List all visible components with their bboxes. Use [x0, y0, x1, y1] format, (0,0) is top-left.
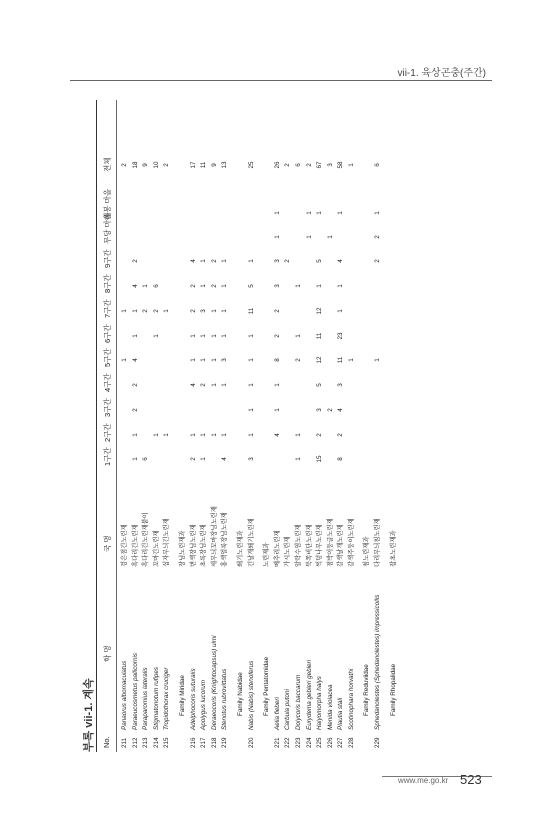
family-row	[236, 100, 247, 752]
cell-no: 227	[337, 737, 345, 748]
cell-scientific-name: Family Rhopalidae	[389, 663, 397, 716]
cell-korean-name: 잡초노린재과	[389, 530, 397, 567]
cell-scientific-name: Dolycoris baccarum	[294, 674, 302, 730]
cell-scientific-name: Sphedanolestes (Sphedanolestes) impressicollis	[374, 594, 382, 730]
column-header: No.	[102, 736, 111, 748]
cell-scientific-name: Family Nabidae	[236, 672, 244, 716]
cell-scientific-name: Stenotus rubrovittatus	[221, 668, 229, 730]
family-row	[262, 100, 273, 752]
cell-no: 229	[374, 737, 382, 748]
cell-count: 1	[247, 408, 255, 412]
cell-count: 1	[337, 284, 345, 288]
cell-count: 1	[163, 433, 171, 437]
running-header: vii-1. 육상곤충(주간)	[397, 68, 486, 79]
cell-count: 3	[337, 383, 345, 387]
cell-no: 226	[326, 737, 334, 748]
cell-count: 2	[273, 334, 281, 338]
cell-count: 2	[294, 358, 302, 362]
cell-count: 6	[142, 457, 150, 461]
cell-count: 2	[121, 163, 128, 167]
cell-count: 2	[210, 259, 218, 263]
cell-korean-name: 메추리노린재	[273, 530, 281, 567]
cell-count: 1	[163, 309, 171, 313]
cell-count: 1	[273, 235, 281, 239]
table-row	[305, 100, 316, 752]
cell-count: 1	[221, 383, 229, 387]
cell-korean-name: 꼬마긴노린재	[152, 530, 160, 567]
cell-count: 1	[316, 211, 324, 215]
cell-count: 18	[131, 161, 139, 169]
cell-count: 3	[221, 358, 229, 362]
table-row	[326, 100, 337, 752]
cell-count: 2	[337, 433, 345, 437]
cell-scientific-name: Aelia fieberi	[273, 697, 281, 730]
column-header: 7구간	[103, 299, 112, 318]
cell-count: 2	[142, 309, 150, 313]
cell-count: 9	[142, 163, 150, 167]
cell-count: 15	[316, 455, 324, 463]
cell-count: 1	[152, 433, 160, 437]
cell-count: 1	[273, 211, 281, 215]
cell-count: 2	[131, 383, 139, 387]
cell-count: 1	[337, 211, 345, 215]
cell-count: 2	[374, 235, 382, 239]
table-body	[120, 100, 399, 752]
column-header: 1구간	[103, 447, 112, 466]
cell-no: 224	[305, 737, 313, 748]
table-header	[97, 100, 116, 752]
cell-scientific-name: Carbula putoni	[284, 689, 292, 730]
cell-count: 3	[326, 163, 334, 167]
cell-korean-name: 점박이둥글노린재	[326, 518, 334, 567]
table-row	[131, 100, 142, 752]
cell-scientific-name: Apolygus lucorum	[200, 679, 208, 730]
cell-count: 1	[121, 358, 128, 362]
cell-count: 1	[347, 358, 355, 362]
cell-no: 221	[273, 737, 281, 748]
cell-count: 4	[131, 284, 139, 288]
footer-url: www.me.go.kr	[398, 776, 449, 785]
cell-korean-name: 갈색날개노린재	[337, 524, 345, 567]
cell-count: 1	[200, 284, 208, 288]
cell-count: 58	[337, 161, 345, 169]
cell-count: 1	[131, 457, 139, 461]
table-row	[210, 100, 221, 752]
table-row	[199, 100, 210, 752]
cell-no: 212	[131, 737, 139, 748]
cell-scientific-name: Plautia stali	[337, 697, 345, 730]
cell-count: 1	[221, 284, 229, 288]
cell-no: 214	[152, 737, 160, 748]
cell-count: 11	[200, 161, 208, 169]
cell-scientific-name: Scotinophara horvathi	[347, 668, 355, 730]
cell-count: 4	[337, 408, 345, 412]
cell-count: 1	[189, 334, 197, 338]
cell-scientific-name: Deraeocoris (Knightocapsus) ulmi	[210, 635, 218, 730]
cell-count: 6	[152, 284, 160, 288]
cell-count: 2	[189, 457, 197, 461]
cell-count: 2	[305, 163, 313, 167]
cell-count: 23	[337, 332, 345, 340]
cell-korean-name: 홍색얼룩장님노린재	[221, 512, 229, 567]
cell-count: 1	[273, 408, 281, 412]
cell-count: 6	[294, 163, 302, 167]
cell-korean-name: 북쪽비단노린재	[305, 524, 313, 567]
table-row	[373, 100, 384, 752]
cell-count: 3	[247, 457, 255, 461]
table-row	[220, 100, 231, 752]
cell-count: 4	[273, 433, 281, 437]
cell-count: 1	[121, 309, 128, 313]
cell-korean-name: 가시노린재	[284, 536, 292, 567]
cell-count: 1	[294, 334, 302, 338]
cell-count: 2	[326, 408, 334, 412]
cell-count: 1	[131, 309, 139, 313]
cell-count: 1	[131, 334, 139, 338]
cell-count: 13	[221, 161, 229, 169]
cell-korean-name: 십자무늬긴노린재	[163, 518, 171, 567]
cell-count: 1	[142, 284, 150, 288]
column-header: 6구간	[103, 324, 112, 343]
cell-korean-name: 검은점긴노린재	[121, 524, 128, 567]
cell-count: 5	[247, 284, 255, 288]
cell-count: 2	[210, 284, 218, 288]
cell-count: 3	[200, 309, 208, 313]
cell-no: 216	[189, 737, 197, 748]
cell-count: 1	[200, 358, 208, 362]
cell-count: 17	[189, 161, 197, 169]
cell-count: 6	[374, 163, 382, 167]
cell-count: 3	[316, 408, 324, 412]
cell-count: 5	[316, 259, 324, 263]
family-row	[178, 100, 189, 752]
family-row	[362, 100, 373, 752]
cell-no: 215	[163, 737, 171, 748]
cell-count: 1	[221, 334, 229, 338]
cell-count: 1	[247, 259, 255, 263]
cell-count: 4	[221, 457, 229, 461]
cell-count: 1	[337, 309, 345, 313]
cell-count: 1	[247, 358, 255, 362]
table-row	[315, 100, 326, 752]
cell-count: 1	[305, 211, 313, 215]
table-row	[283, 100, 294, 752]
cell-count: 1	[247, 433, 255, 437]
cell-no: 223	[294, 737, 302, 748]
table-row	[247, 100, 258, 752]
page-number: 523	[460, 772, 482, 787]
cell-korean-name: 침노린재과	[363, 536, 371, 567]
rotated-table-block	[76, 100, 486, 752]
cell-count: 12	[316, 307, 324, 315]
cell-korean-name: 갈색주둥이노린재	[347, 518, 355, 567]
cell-count: 25	[247, 161, 255, 169]
cell-count: 1	[210, 309, 218, 313]
cell-scientific-name: Family Miridae	[178, 675, 186, 716]
cell-count: 2	[374, 259, 382, 263]
cell-count: 1	[189, 358, 197, 362]
cell-count: 12	[316, 356, 324, 364]
cell-count: 3	[273, 259, 281, 263]
cell-no: 222	[284, 737, 292, 748]
cell-count: 4	[189, 383, 197, 387]
cell-count: 2	[273, 309, 281, 313]
cell-scientific-name: Tropidothorax cruciger	[163, 667, 171, 730]
cell-count: 1	[200, 433, 208, 437]
cell-count: 1	[347, 163, 355, 167]
cell-korean-name: 장님노린재과	[178, 530, 186, 567]
table-row	[162, 100, 173, 752]
column-header: 2구간	[103, 423, 112, 442]
cell-count: 1	[294, 457, 302, 461]
cell-count: 1	[221, 309, 229, 313]
cell-count: 1	[200, 334, 208, 338]
cell-scientific-name: Family Reduviidae	[363, 664, 371, 716]
cell-count: 26	[273, 161, 281, 169]
cell-korean-name: 썩덩나무노린재	[316, 524, 324, 567]
cell-scientific-name: Adelphocoris suturalis	[189, 668, 197, 730]
cell-count: 11	[337, 356, 345, 364]
column-header: 배봉 마을	[103, 188, 112, 220]
column-header: 무당 마을	[103, 212, 112, 244]
cell-korean-name: 흑다리긴노린재	[131, 524, 139, 567]
cell-count: 1	[210, 383, 218, 387]
cell-count: 4	[189, 259, 197, 263]
cell-korean-name: 초록장님노린재	[200, 524, 208, 567]
cell-count: 1	[221, 433, 229, 437]
column-header: 8구간	[103, 274, 112, 293]
cell-scientific-name: Stigmatonotum rufipes	[152, 667, 160, 730]
cell-scientific-name: Menida violacea	[326, 684, 334, 730]
cell-count: 67	[316, 161, 324, 169]
cell-count: 2	[131, 408, 139, 412]
table-row	[120, 100, 131, 752]
family-row	[389, 100, 400, 752]
cell-count: 1	[316, 284, 324, 288]
cell-count: 9	[210, 163, 218, 167]
cell-no: 218	[210, 737, 218, 748]
cell-count: 1	[294, 284, 302, 288]
cell-count: 1	[210, 433, 218, 437]
cell-count: 1	[200, 457, 208, 461]
cell-no: 220	[247, 737, 255, 748]
cell-count: 1	[305, 235, 313, 239]
cell-count: 10	[152, 161, 160, 169]
cell-count: 8	[337, 457, 345, 461]
cell-count: 1	[374, 358, 382, 362]
cell-count: 2	[189, 309, 197, 313]
table-row	[273, 100, 284, 752]
cell-no: 219	[221, 737, 229, 748]
cell-count: 1	[210, 358, 218, 362]
table-row	[141, 100, 152, 752]
cell-count: 2	[152, 309, 160, 313]
cell-count: 2	[200, 383, 208, 387]
table-caption: 부록 vii-1. 계속	[83, 678, 95, 752]
cell-count: 3	[273, 284, 281, 288]
cell-korean-name: 다리무늬침노린재	[374, 518, 382, 567]
cell-korean-name: 변색장님노린재	[189, 524, 197, 567]
column-header: 5구간	[103, 348, 112, 367]
cell-scientific-name: Panaorus albomaculatus	[121, 660, 128, 730]
table-row	[294, 100, 305, 752]
cell-count: 4	[337, 259, 345, 263]
cell-count: 11	[247, 307, 255, 315]
cell-count: 2	[163, 163, 171, 167]
cell-count: 2	[284, 163, 292, 167]
cell-korean-name: 긴날개쐐기노린재	[247, 518, 255, 567]
cell-scientific-name: Paraeucosmetus pallicornis	[131, 653, 139, 730]
cell-count: 2	[189, 284, 197, 288]
cell-no: 213	[142, 737, 150, 748]
column-header: 전체	[103, 157, 112, 172]
cell-no: 217	[200, 737, 208, 748]
column-header: 4구간	[103, 373, 112, 392]
cell-count: 8	[273, 358, 281, 362]
table-header-rule	[116, 100, 117, 752]
cell-count: 2	[316, 433, 324, 437]
column-header: 3구간	[103, 398, 112, 417]
table-row	[189, 100, 200, 752]
cell-scientific-name: Paraparomius lateralis	[142, 667, 150, 730]
cell-count: 1	[131, 433, 139, 437]
cell-no: 211	[121, 737, 128, 748]
cell-korean-name: 쐐기노린재과	[236, 530, 244, 567]
cell-korean-name: 흑다리긴노린재붙이	[142, 512, 150, 567]
cell-count: 11	[316, 332, 324, 340]
cell-count: 1	[200, 259, 208, 263]
cell-count: 1	[326, 235, 334, 239]
cell-scientific-name: Family Pentatomidae	[263, 656, 271, 716]
table-row	[347, 100, 358, 752]
cell-scientific-name: Nabis (Nabis) stenoferus	[247, 660, 255, 730]
column-header: 학 명	[103, 645, 112, 662]
cell-count: 1	[273, 383, 281, 387]
cell-count: 1	[221, 259, 229, 263]
cell-count: 1	[247, 334, 255, 338]
cell-count: 1	[294, 433, 302, 437]
header-rule	[70, 80, 492, 81]
cell-count: 1	[247, 383, 255, 387]
table-row	[336, 100, 347, 752]
cell-count: 1	[189, 433, 197, 437]
cell-count: 2	[131, 259, 139, 263]
cell-count: 2	[284, 259, 292, 263]
cell-korean-name: 세무늬꼬마장님노린재	[210, 506, 218, 567]
cell-count: 1	[210, 334, 218, 338]
cell-scientific-name: Eurydema gebleri gebleri	[305, 659, 313, 730]
cell-scientific-name: Halyomorpha halys	[316, 676, 324, 730]
cell-korean-name: 알락수염노린재	[294, 524, 302, 567]
cell-no: 228	[347, 737, 355, 748]
cell-count: 5	[316, 383, 324, 387]
cell-korean-name: 노린재과	[263, 542, 271, 567]
table-row	[152, 100, 163, 752]
column-header: 국 명	[103, 535, 112, 552]
cell-count: 4	[131, 358, 139, 362]
cell-no: 225	[316, 737, 324, 748]
cell-count: 1	[152, 334, 160, 338]
cell-count: 1	[374, 211, 382, 215]
column-header: 9구간	[103, 249, 112, 268]
